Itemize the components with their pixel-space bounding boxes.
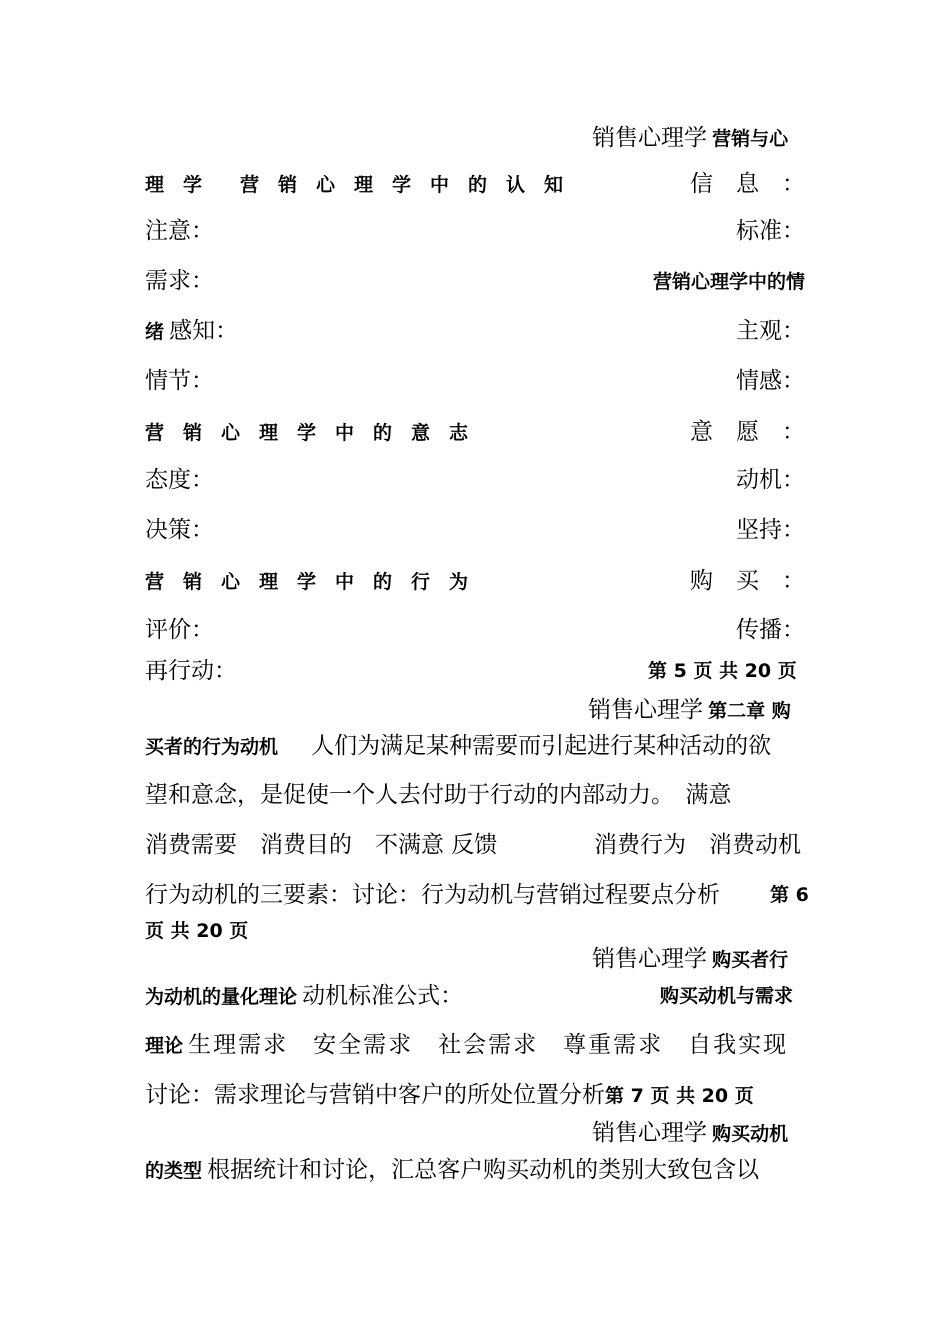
heading-bold: 为动机的量化理论 (145, 986, 298, 1008)
heading-bold: 营 销 心 理 学 中 的 意 志 (145, 422, 469, 444)
label-right: 主观： (736, 318, 805, 344)
heading-bold: 买者的行为动机 (145, 736, 279, 758)
label-left: 评价： (145, 617, 214, 643)
line-heading-cognition (145, 165, 805, 198)
header-regular: 销售心理学 (592, 1120, 707, 1146)
body-text: 生理需求 安全需求 社会需求 尊重需求 自我实现 (188, 1032, 789, 1058)
line-heading-will (145, 413, 805, 446)
label-right: 坚持： (736, 517, 805, 543)
header-regular: 销售心理学 (592, 125, 707, 151)
header-bold: 购买动机 (712, 1123, 789, 1145)
paragraph-line (145, 735, 771, 758)
heading-bold: 理论 (145, 1035, 184, 1057)
body-text: 根据统计和讨论，汇总客户购买动机的类别大致包含以 (207, 1157, 760, 1183)
line-perception (145, 312, 805, 345)
heading-regular: 购 买 ： (690, 568, 805, 594)
heading-bold: 理 学 营 销 心 理 学 中 的 认 知 (145, 174, 564, 196)
body-text: 动机标准公式： (302, 983, 464, 1009)
heading-regular: 信 息 ： (690, 171, 805, 197)
page-number: 第 6 (770, 884, 809, 906)
body-text: 讨论：需求理论与营销中客户的所处位置分析 (145, 1082, 605, 1108)
line-attitude (145, 461, 805, 494)
label-right: 动机： (736, 467, 805, 493)
heading-regular: 意 愿 ： (690, 419, 805, 445)
paragraph-line (145, 985, 463, 1008)
line-need (145, 262, 805, 295)
label-right: 传播： (736, 617, 805, 643)
page-number-cont: 页 共 20 页 (145, 920, 249, 942)
label-reaction: 再行动： (145, 658, 237, 684)
section-header (592, 1122, 788, 1145)
heading-right-bold: 购买动机与需求 (660, 985, 794, 1007)
header-bold: 营销与心 (712, 128, 789, 150)
label-right: 标准： (736, 218, 805, 244)
heading-tail-bold: 绪 (145, 321, 165, 343)
label-left: 态度： (145, 467, 214, 493)
line-decision (145, 511, 805, 544)
section-header (592, 948, 788, 971)
label-left: 决策： (145, 517, 214, 543)
line-attention (145, 212, 805, 245)
line-heading-behavior (145, 562, 805, 595)
header-regular: 销售心理学 (588, 697, 703, 723)
label-right: 情感： (736, 368, 805, 394)
label-left: 情节： (145, 368, 214, 394)
paragraph-line (145, 1034, 788, 1057)
label-left: 注意： (145, 218, 214, 244)
paragraph-line (145, 1084, 754, 1107)
page-number: 第 5 页 共 20 页 (648, 660, 797, 682)
header-bold: 第二章 购 (708, 700, 791, 722)
label-left: 感知： (169, 318, 239, 344)
line-evaluation (145, 611, 805, 644)
section-header (592, 127, 788, 150)
section-header (588, 699, 791, 722)
paragraph-line-right: 消费行为 消费动机 (594, 832, 801, 858)
paragraph-line: 望和意念，是促使一个人去付助于行动的内部动力。 满意 (145, 782, 732, 808)
left-group (145, 312, 238, 345)
heading-bold: 营 销 心 理 学 中 的 行 为 (145, 571, 469, 593)
line-plot (145, 362, 805, 395)
paragraph-line (145, 1159, 759, 1182)
paragraph-line: 消费需要 消费目的 不满意 反馈 (145, 832, 498, 858)
paragraph-line: 行为动机的三要素：讨论：行为动机与营销过程要点分析 (145, 882, 720, 908)
label-left: 需求： (145, 268, 214, 294)
header-regular: 销售心理学 (592, 946, 707, 972)
body-text: 人们为满足某种需要而引起进行某种活动的欲 (311, 733, 772, 759)
heading-right-bold: 营销心理学中的情 (652, 271, 805, 293)
heading-bold: 的类型 (145, 1160, 203, 1182)
page-number: 第 7 页 共 20 页 (605, 1085, 754, 1107)
header-bold: 购买者行 (712, 949, 789, 971)
